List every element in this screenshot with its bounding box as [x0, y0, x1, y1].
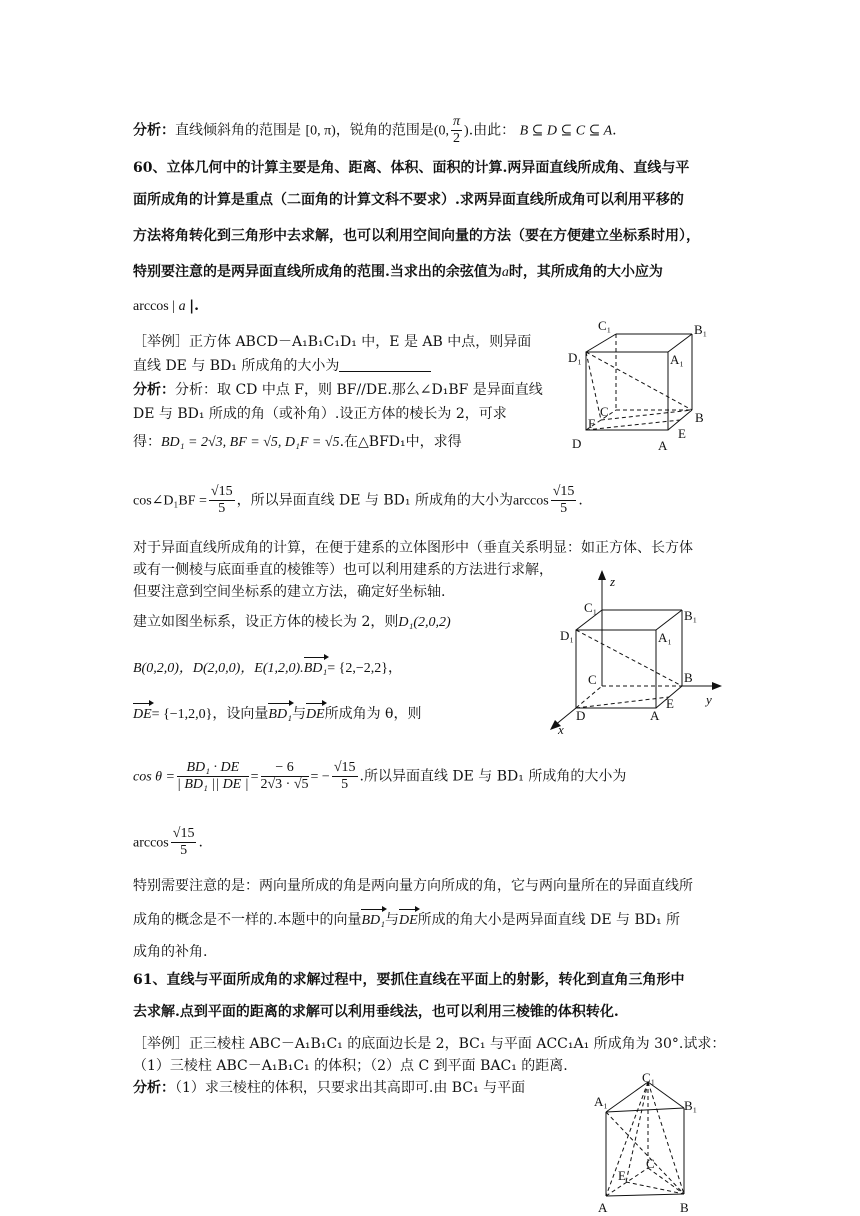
section-61-line-b: 去求解.点到平面的距离的求解可以利用垂线法，也可以利用三棱锥的体积转化. — [133, 1004, 619, 1020]
fraction — [177, 760, 249, 793]
num: √15 — [552, 484, 575, 499]
math: = − — [310, 769, 330, 785]
text: . — [198, 834, 203, 851]
label-D1: D₁ — [568, 350, 582, 365]
z-arrow-icon — [598, 570, 606, 580]
math: cos θ = — [133, 769, 175, 785]
label-E: E — [666, 696, 674, 711]
analysis-line-1 — [133, 114, 617, 147]
text: . — [578, 492, 583, 509]
text: 分析：取 CD 中点 F，则 BF//DE.那么∠D₁BF 是异面直线 — [175, 382, 543, 398]
label-D1: D₁ — [560, 628, 574, 643]
section-61-line-a: 61、直线与平面所成角的求解过程中，要抓住直线在平面上的射影，转化到直角三角形中 — [133, 972, 685, 988]
fraction — [171, 826, 197, 859]
analysis-label: 分析： — [133, 122, 175, 139]
cos-line-2 — [133, 760, 626, 793]
math: cos∠D₁BF = — [133, 493, 207, 509]
label-A: A — [598, 1200, 608, 1215]
text: 建立如图坐标系，设正方体的棱长为 2，则 — [133, 614, 399, 630]
section-60-line-c: 方法将角转化到三角形中去求解，也可以利用空间向量的方法（要在方便建立坐标系时用）， — [133, 228, 700, 244]
example-1-line-c — [133, 380, 543, 400]
section-60-line-a: 60、立体几何中的计算主要是角、距离、体积、面积的计算.两异面直线所成角、直线与平 — [133, 160, 690, 176]
section-60-line-e — [133, 296, 199, 317]
figure-prism — [590, 1072, 720, 1216]
label-C: C — [600, 404, 609, 419]
fraction — [551, 484, 577, 517]
label-B1: B₁ — [684, 1098, 698, 1113]
arccos-line-2 — [133, 826, 203, 859]
text: |. — [189, 298, 200, 314]
paragraph-2-line-b: 或有一侧棱与底面垂直的棱锥等）也可以利用建系的方法进行求解， — [133, 562, 553, 578]
math: = {2,−2,2}， — [327, 661, 402, 676]
fraction — [261, 760, 309, 793]
text: ，所以异面直线 DE 与 BD₁ 所成角的大小为 — [236, 492, 513, 509]
example-2-line-c — [133, 1078, 525, 1098]
text: 所成角为 θ，则 — [324, 706, 422, 722]
section-60-line-b: 面所成角的计算是重点（二面角的计算文科不要求）.求两异面直线所成角可以利用平移的 — [133, 192, 684, 208]
paragraph-2-line-e — [133, 658, 402, 679]
num: √15 — [210, 484, 233, 499]
paragraph-2-line-c: 但要注意到空间坐标系的建立方法，确定好坐标轴. — [133, 584, 446, 600]
text: 成角的概念是不一样的.本题中的向量 — [133, 912, 362, 928]
label-D: D — [572, 436, 582, 451]
math: = — [250, 769, 259, 785]
note-line-a: 特别需要注意的是：两向量所成的角是两向量方向所成的角，它与两向量所在的异面直线所 — [133, 878, 693, 894]
example-1-line-a: ［举例］正方体 ABCD－A₁B₁C₁D₁ 中，E 是 AB 中点，则异面 — [133, 334, 532, 350]
vector: DE — [399, 911, 418, 931]
fraction — [332, 760, 358, 793]
fraction — [209, 484, 235, 517]
label-E: E — [678, 426, 686, 441]
cos-line-1 — [133, 484, 583, 517]
paragraph-2-line-d — [133, 612, 451, 633]
den: 5 — [341, 777, 349, 792]
math-var: a — [501, 265, 509, 280]
text: ，锐角的范围是 — [335, 122, 434, 139]
math: arccos — [133, 835, 169, 851]
text: 时，其所成角的大小应为 — [508, 264, 663, 280]
den: 5 — [180, 843, 188, 858]
text: 特别要注意的是两异面直线所成角的范围.当求出的余弦值为 — [133, 264, 502, 280]
label-C1: C₁ — [598, 318, 612, 333]
figure-cube-axes — [540, 566, 730, 736]
math: ) — [464, 123, 469, 139]
math: (0, — [433, 123, 450, 139]
analysis-label: 分析： — [133, 1080, 175, 1096]
answer-blank — [339, 357, 431, 372]
label-A1: A₁ — [670, 352, 684, 367]
num: − 6 — [261, 760, 309, 777]
label-B: B — [680, 1200, 689, 1215]
math: = {−1,2,0}，设向量 — [151, 707, 269, 722]
label-B1: B₁ — [694, 322, 708, 337]
label-A1: A₁ — [594, 1094, 608, 1109]
y-arrow-icon — [712, 682, 722, 690]
figure-cube-1 — [560, 318, 720, 458]
label-C1: C₁ — [584, 600, 598, 615]
math: D₁(2,0,2) — [398, 615, 451, 630]
num: √15 — [333, 760, 356, 775]
text: .所以异面直线 DE 与 BD₁ 所成角的大小为 — [359, 768, 627, 785]
label-C: C — [646, 1156, 655, 1171]
label-A: A — [658, 438, 668, 453]
section-60-line-d — [133, 262, 663, 283]
num: √15 — [172, 826, 195, 841]
label-E: E — [618, 1168, 626, 1183]
paragraph-2-line-f — [133, 704, 422, 725]
example-2-line-a: ［举例］正三棱柱 ABC－A₁B₁C₁ 的底面边长是 2，BC₁ 与平面 ACC₁A₁ 所成角为 30°.试求： — [133, 1036, 726, 1052]
num: π — [453, 114, 461, 129]
text: .由此： — [468, 122, 516, 139]
analysis-label: 分析： — [133, 382, 175, 398]
vector: DE — [133, 705, 152, 725]
label-A: A — [650, 708, 660, 723]
label-F: F — [588, 416, 596, 431]
label-y: y — [706, 692, 712, 707]
label-C1: C₁ — [642, 1072, 656, 1085]
math-var: a — [175, 299, 190, 314]
fraction — [451, 114, 462, 147]
math: arccos | — [133, 299, 176, 314]
note-line-c: 成角的补角. — [133, 944, 208, 960]
den: 2 — [453, 131, 461, 146]
example-1-line-e — [133, 432, 462, 453]
text: （1）求三棱柱的体积，只要求出其高即可.由 BC₁ 与平面 — [175, 1080, 526, 1096]
den: 5 — [560, 501, 568, 516]
math-range: [0, π) — [305, 123, 336, 139]
label-A1: A₁ — [658, 630, 672, 645]
vector: BD₁ — [268, 705, 292, 725]
text: 与 — [291, 706, 306, 722]
math-relation: B ⊆ D ⊆ C ⊆ A — [519, 123, 613, 139]
text: . — [612, 122, 617, 139]
label-B1: B₁ — [684, 608, 698, 623]
num: BD₁ · DE — [177, 760, 249, 777]
label-D: D — [576, 708, 586, 723]
text: 直线倾斜角的范围是 — [175, 122, 301, 139]
text: 所成的角大小是两异面直线 DE 与 BD₁ 所 — [417, 912, 681, 928]
math: BD₁ = 2√3, BF = √5, D₁F = √5 — [161, 435, 340, 450]
math: B(0,2,0)，D(2,0,0)，E(1,2,0). — [133, 661, 304, 676]
example-1-line-d: DE 与 BD₁ 所成的角（或补角）.设正方体的棱长为 2，可求 — [133, 406, 507, 422]
text: 直线 DE 与 BD₁ 所成角的大小为 — [133, 358, 340, 374]
text: 得： — [133, 434, 161, 450]
label-z: z — [610, 574, 616, 589]
vector: BD₁ — [304, 659, 328, 679]
label-B: B — [695, 410, 704, 425]
paragraph-2-line-a: 对于异面直线所成角的计算，在便于建系的立体图形中（垂直关系明显：如正方体、长方体 — [133, 540, 693, 556]
vector: DE — [306, 705, 325, 725]
math: arccos — [512, 493, 549, 509]
den: 2√3 · √5 — [260, 777, 309, 792]
note-line-b — [133, 910, 680, 931]
text: .在△BFD₁中，求得 — [339, 434, 462, 450]
den: 5 — [218, 501, 226, 516]
vector: BD₁ — [361, 911, 385, 931]
text: 与 — [384, 912, 399, 928]
example-1-line-b — [133, 356, 431, 376]
label-B: B — [684, 670, 693, 685]
den: | BD₁ || DE | — [177, 777, 249, 792]
label-x: x — [558, 722, 564, 736]
example-2-line-b: （1）三棱柱 ABC－A₁B₁C₁ 的体积；（2）点 C 到平面 BAC₁ 的距离. — [133, 1058, 568, 1074]
label-C: C — [588, 672, 597, 687]
